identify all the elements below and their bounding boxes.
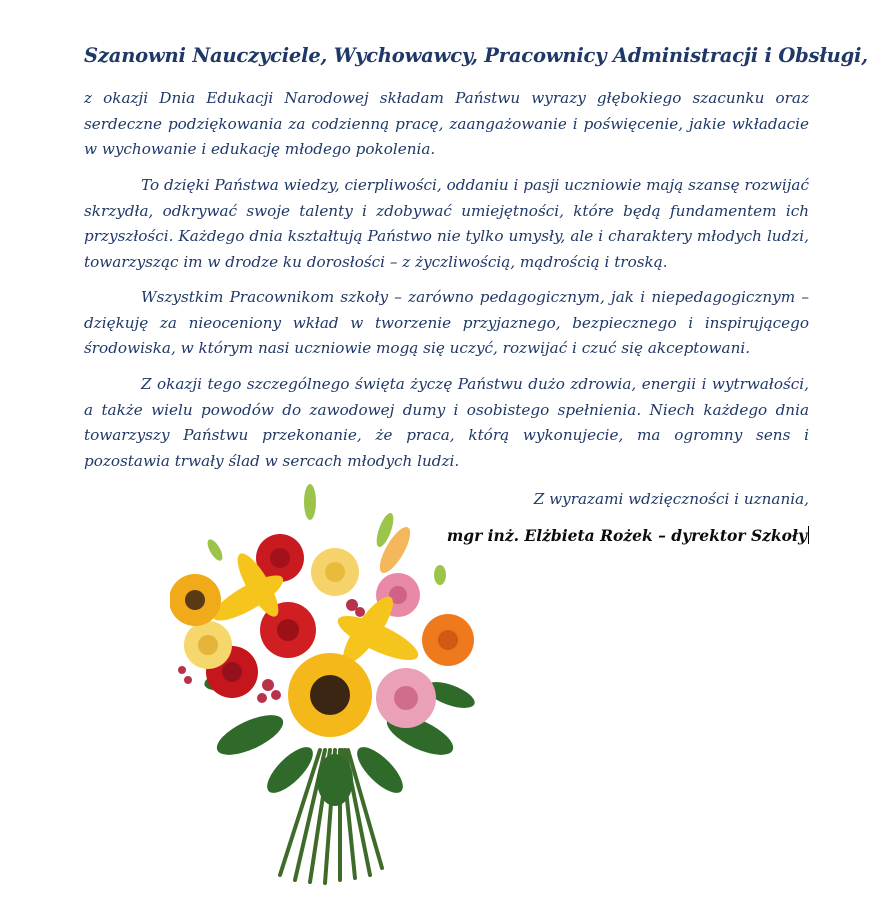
paragraph-1: z okazji Dnia Edukacji Narodowej składam Państwu wyrazy głębokiego szacunku oraz serdeczne podziękowania za codzienną pracę, zaangażowanie i poświęcenie, jakie wkładacie w wychowanie i edukację młodego pokolenia. [84,89,809,158]
paragraph-3: Wszystkim Pracownikom szkoły – zarówno pedagogicznym, jak i niepedagogicznym – dziękuję za nieoceniony wkład w tworzenie przyjaznego, bezpiecznego i inspirującego środowiska, w którym nasi uczniowie mogą się uczyć, rozwijać i czuć się akceptowani. [84,288,809,357]
greeting-heading: Szanowni Nauczyciele, Wychowawcy, Pracownicy Administracji i Obsługi, [84,44,868,67]
closing-line: Z wyrazami wdzięczności i uznania, [533,490,809,508]
paragraph-2: To dzięki Państwa wiedzy, cierpliwości, oddaniu i pasji uczniowie mają szansę rozwijać skrzydła, odkrywać swoje talenty i zdobywać umiejętności, które będą fundamentem ich przyszłości. Każdego dnia kształtują Państwo nie tylko umysły, ale i charaktery młodych ludzi, towarzysząc im w drodze ku dorosłości – z życzliwością, mądrością i troską. [84,176,809,271]
paragraph-4: Z okazji tego szczególnego święta życzę Państwu dużo zdrowia, energii i wytrwałości, a także wielu powodów do zawodowej dumy i osobistego spełnienia. Niech każdego dnia towarzyszy Państwu przekonanie, że praca, którą wykonujecie, ma ogromny sens i pozostawia trwały ślad w sercach młodych ludzi. [84,375,809,470]
orange-rose [422,614,474,666]
signature-text: mgr inż. Elżbieta Rożek – dyrektor Szkoły [446,526,807,545]
text-cursor [808,526,809,544]
flower-bouquet-image [170,480,500,890]
